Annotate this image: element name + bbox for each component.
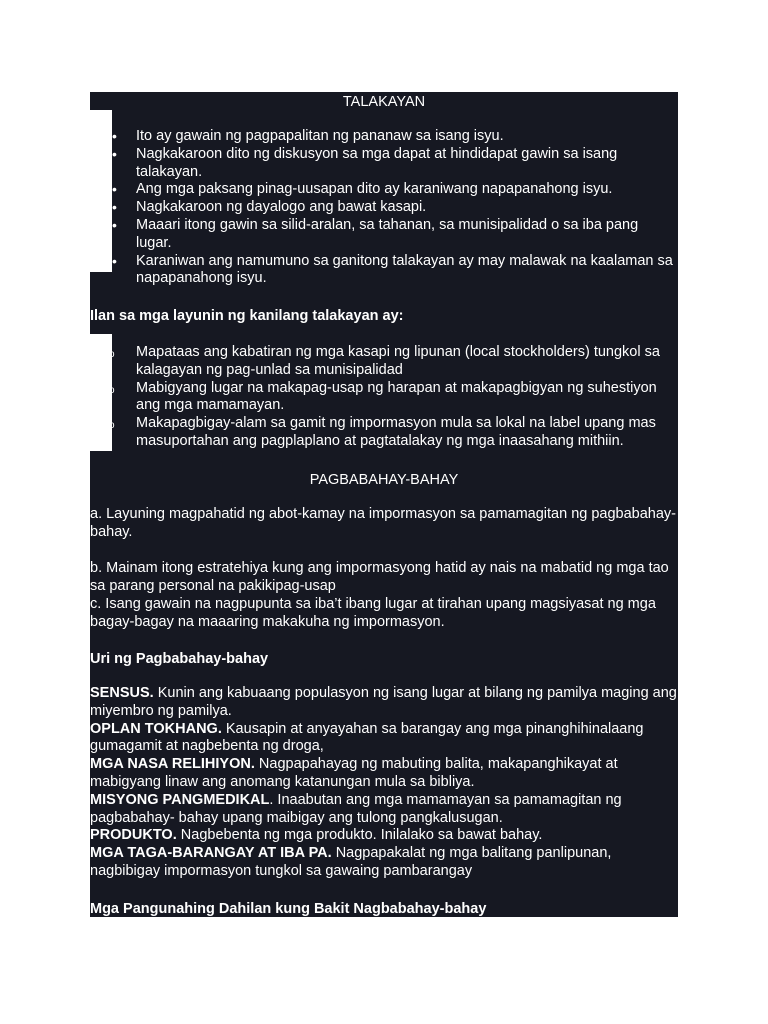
circle-bullet-icon: o	[109, 384, 115, 396]
bullet-icon: •	[112, 216, 117, 233]
definition-item: MGA TAGA-BARANGAY AT IBA PA. Nagpapakalat ng mga balitang panlipunan, nagbibigay impormasyon tungkol sa gawaing pambarangay	[90, 845, 612, 879]
dahilan-heading: Mga Pangunahing Dahilan kung Bakit Nagbabahay-bahay	[90, 901, 487, 917]
definition-item: OPLAN TOKHANG. Kausapin at anyayahan sa barangay ang mga pinanghihinalaang gumagamit at nagbebenta ng droga,	[90, 720, 644, 755]
list-item: o Mabigyang lugar na makapag-usap ng harapan at makapagbigyan ng suhestiyon ang mga mamamayan.	[109, 379, 657, 414]
circle-bullet-icon: o	[109, 420, 115, 432]
bullet-icon: •	[112, 252, 117, 269]
title-pagbabahay: PAGBABAHAY-BAHAY	[309, 472, 459, 488]
list-item: o Makapagbigay-alam sa gamit ng impormasyon mula sa lokal na label upang mas masuportahan ang pagplaplano at pagtatalakay ng mga inaasahang mithiin.	[109, 415, 656, 449]
bullet-icon: •	[112, 145, 117, 162]
list-item: • Ang mga paksang pinag-uusapan dito ay karaniwang napapanahong isyu.	[112, 181, 613, 198]
margin-notch	[90, 110, 112, 272]
circle-bullet-icon: o	[109, 349, 115, 360]
list-item: o Mapataas ang kabatiran ng mga kasapi ng lipunan (local stockholders) tungkol sa kalagayan ng pag-unlad sa munisipalidad	[109, 344, 660, 378]
bullet-icon: •	[112, 181, 117, 198]
bullet-icon: •	[112, 128, 117, 144]
layunin-heading: Ilan sa mga layunin ng kanilang talakayan ay:	[90, 308, 404, 324]
paragraph-c: c. Isang gawain na nagpupunta sa iba’t ibang lugar at tirahan upang magsiyasat ng mga bagay-bagay na maaaring makakuha ng impormasyon.	[90, 596, 656, 630]
document-page	[90, 92, 678, 917]
list-item: • Maaari itong gawin sa silid-aralan, sa tahanan, sa munisipalidad o sa iba pang lugar.	[112, 216, 639, 251]
paragraph-b: b. Mainam itong estratehiya kung ang impormasyong hatid ay nais na mabatid ng mga tao sa parang personal na pakikipag-usap	[90, 560, 669, 594]
bullet-icon: •	[112, 199, 117, 216]
uri-heading: Uri ng Pagbabahay-bahay	[90, 651, 269, 667]
talakayan-bullet-list	[112, 128, 676, 288]
title-talakayan: TALAKAYAN	[342, 94, 426, 110]
layunin-list	[109, 344, 678, 451]
uri-definitions	[90, 685, 678, 881]
definition-item: MGA NASA RELIHIYON. Nagpapahayag ng mabuting balita, makapanghikayat at mabigyang linaw ang anomang katanungan mula sa bibliya.	[90, 756, 618, 790]
list-item: • Nagkakaroon ng dayalogo ang bawat kasapi.	[112, 199, 427, 216]
list-item: • Ito ay gawain ng pagpapalitan ng pananaw sa isang isyu.	[112, 128, 504, 144]
definition-item: MISYONG PANGMEDIKAL. Inaabutan ang mga mamamayan sa pamamagitan ng pagbabahay- bahay upang maibigay ang tulong pangkalusugan.	[90, 791, 622, 826]
definition-item: PRODUKTO. Nagbebenta ng mga produkto. Inilalako sa bawat bahay.	[90, 827, 543, 844]
paragraph-a: a. Layuning magpahatid ng abot-kamay na impormasyon sa pamamagitan ng pagbabahay-bahay.	[90, 506, 677, 540]
definition-item: SENSUS. Kunin ang kabuaang populasyon ng isang lugar at bilang ng pamilya maging ang miyembro ng pamilya.	[90, 685, 677, 719]
list-item: • Nagkakaroon dito ng diskusyon sa mga dapat at hindidapat gawin sa isang talakayan.	[112, 145, 618, 180]
list-item: • Karaniwan ang namumuno sa ganitong talakayan ay may malawak na kaalaman sa napapanahong isyu.	[112, 252, 673, 287]
